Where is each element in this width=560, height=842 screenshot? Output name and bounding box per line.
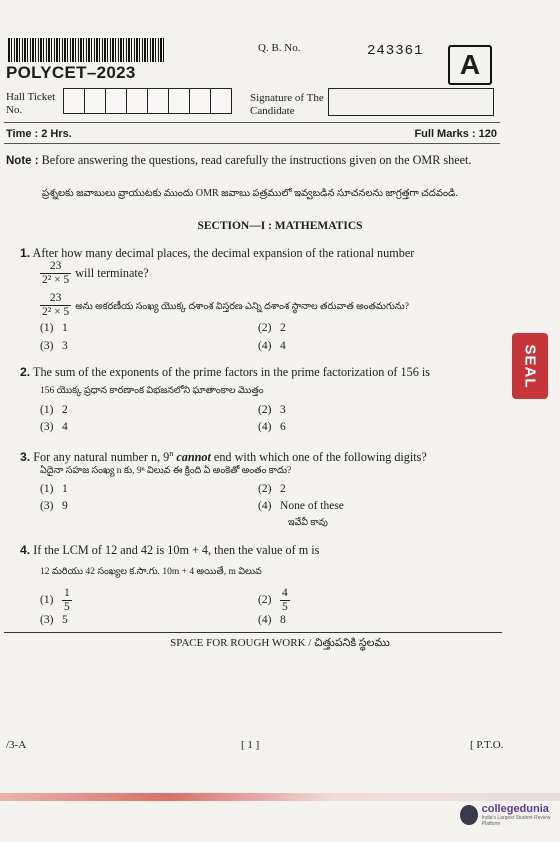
question-number: 4.: [20, 543, 31, 557]
option-2[interactable]: [258, 483, 286, 495]
footer-code: /3-A: [6, 739, 27, 751]
fraction-numerator: 4: [282, 587, 288, 599]
option-value: None of these: [280, 500, 344, 512]
option-2[interactable]: [258, 587, 290, 614]
option-label: (4): [258, 421, 272, 433]
option-value: 5: [62, 614, 68, 626]
signature-field[interactable]: [328, 88, 494, 116]
question-number: 1.: [20, 246, 31, 260]
divider: [4, 632, 502, 633]
option-value: 3: [62, 340, 68, 352]
page-number: [ 1 ]: [241, 739, 260, 751]
question-2: [20, 364, 502, 380]
set-code-box: A: [448, 45, 492, 85]
question-3: [20, 446, 502, 465]
hall-ticket-box[interactable]: [189, 88, 211, 114]
hall-ticket-box[interactable]: [105, 88, 127, 114]
fraction-numerator: 23: [40, 292, 71, 306]
note-text-telugu: ప్రశ్నలకు జవాబులు వ్రాయుటకు ముందు OMR జవాబు పత్రములో ఇవ్వబడిన సూచనలను జాగ్రత్తగా చదవండి.: [42, 188, 458, 199]
divider: [4, 122, 500, 123]
hall-ticket-box[interactable]: [210, 88, 232, 114]
section-title: SECTION—I : MATHEMATICS: [197, 220, 363, 232]
option-label: (3): [40, 614, 54, 626]
option-label: (3): [40, 421, 54, 433]
option-3[interactable]: [40, 340, 68, 352]
hall-ticket-label: Hall Ticket No.: [6, 91, 56, 116]
instruction-note: [6, 152, 500, 169]
exam-title: POLYCET–2023: [6, 63, 136, 82]
signature-label: Signature of The Candidate: [250, 92, 324, 117]
question-text-tail: will terminate?: [75, 266, 149, 281]
option-label: (2): [258, 404, 272, 416]
option-4[interactable]: [258, 500, 344, 512]
question-text-tail: end with which one of the following digits?: [213, 450, 427, 465]
option-1[interactable]: [40, 587, 72, 614]
option-value: 1: [62, 483, 68, 495]
logo-name: collegedunia: [481, 803, 549, 815]
option-value: 4: [62, 421, 68, 433]
fraction: [40, 292, 71, 319]
question-text-telugu: ఏదైనా సహజ సంఖ్య n కు, 9ⁿ విలువ ఈ క్రింది ఏ అంకెతో అంతం కాదు?: [40, 466, 292, 476]
logo-tagline: India's Largest Student Review Platform: [481, 815, 551, 827]
option-1[interactable]: [40, 322, 68, 334]
question-text: If the LCM of 12 and 42 is 10m + 4, then the value of m is: [33, 543, 320, 557]
fraction-numerator: 23: [40, 260, 71, 274]
logo-icon: [460, 805, 478, 825]
note-label: Note :: [6, 155, 39, 167]
option-3[interactable]: [40, 421, 68, 433]
option-label: (4): [258, 614, 272, 626]
fraction: [40, 260, 71, 287]
question-text-telugu: అను అకరణీయ సంఖ్య యొక్క దశాంశ విస్తరణ ఎన్ని దశాంశ స్థానాల తరువాత అంతమగును?: [75, 302, 409, 313]
question-4: [20, 542, 502, 558]
barcode: [8, 38, 166, 62]
option-4-telugu: ఇవేవీ కావు: [288, 518, 328, 528]
pto-label: [ P.T.O.: [470, 739, 504, 751]
time-allowed: Time : 2 Hrs.: [6, 128, 72, 140]
hall-ticket-field[interactable]: [64, 88, 232, 114]
option-value: 1: [62, 322, 68, 334]
hall-ticket-box[interactable]: [147, 88, 169, 114]
rough-work-caption: SPACE FOR ROUGH WORK / చిత్తుపనికి స్థలము: [170, 637, 390, 649]
option-fraction: [62, 587, 72, 614]
divider: [4, 143, 500, 144]
question-text: For any natural number n, 9: [33, 450, 170, 465]
note-text: Before answering the questions, read carefully the instructions given on the OMR sheet.: [41, 153, 472, 167]
question-number: 2.: [20, 365, 31, 379]
option-2[interactable]: [258, 404, 286, 416]
hall-ticket-box[interactable]: [168, 88, 190, 114]
option-label: (2): [258, 322, 272, 334]
fraction-denominator: 2² × 5: [42, 306, 70, 318]
option-value: 2: [280, 483, 286, 495]
option-3[interactable]: [40, 614, 68, 626]
fraction-denominator: 5: [282, 601, 288, 613]
fraction-denominator: 5: [64, 601, 70, 613]
option-1[interactable]: [40, 404, 68, 416]
hall-ticket-box[interactable]: [84, 88, 106, 114]
option-label: (2): [258, 483, 272, 495]
question-text-telugu: 12 మరియు 42 సంఖ్యల క.సా.గు. 10m + 4 అయితే, m విలువ: [40, 567, 262, 577]
option-label: (4): [258, 500, 272, 512]
option-4[interactable]: [258, 340, 286, 352]
fraction-denominator: 2² × 5: [42, 274, 70, 286]
fraction-numerator: 1: [64, 587, 70, 599]
option-label: (2): [258, 594, 272, 607]
option-value: 8: [280, 614, 286, 626]
question-text: After how many decimal places, the decimal expansion of the rational number: [32, 246, 415, 260]
option-label: (1): [40, 483, 54, 495]
option-value: 2: [280, 322, 286, 334]
option-value: 6: [280, 421, 286, 433]
hall-ticket-box[interactable]: [63, 88, 85, 114]
emphasis-text: cannot: [176, 450, 211, 465]
option-label: (1): [40, 404, 54, 416]
qb-number: 243361: [367, 43, 424, 59]
question-1-telugu-line: [40, 292, 409, 319]
option-value: 3: [280, 404, 286, 416]
option-3[interactable]: [40, 500, 68, 512]
option-label: (3): [40, 340, 54, 352]
option-fraction: [280, 587, 290, 614]
question-1-fraction-line: [40, 260, 149, 287]
question-text: The sum of the exponents of the prime factors in the prime factorization of 156 is: [33, 365, 430, 379]
option-label: (4): [258, 340, 272, 352]
question-text-telugu: 156 యొక్క ప్రధాన కారణాంక విభజనలోని ఘాతాంకాల మొత్తం: [40, 386, 264, 396]
question-1: [20, 245, 500, 261]
option-label: (1): [40, 594, 54, 607]
seal-label: SEAL: [521, 343, 539, 389]
option-4[interactable]: [258, 421, 286, 433]
page-edge-band: [0, 793, 560, 801]
exponent: n: [169, 449, 174, 458]
collegedunia-logo: [460, 803, 560, 827]
hall-ticket-box[interactable]: [126, 88, 148, 114]
option-value: 2: [62, 404, 68, 416]
option-value: 4: [280, 340, 286, 352]
option-4[interactable]: [258, 614, 286, 626]
option-label: (3): [40, 500, 54, 512]
question-number: 3.: [20, 450, 31, 465]
option-value: 9: [62, 500, 68, 512]
option-label: (1): [40, 322, 54, 334]
full-marks: Full Marks : 120: [414, 128, 497, 140]
option-1[interactable]: [40, 483, 68, 495]
qb-label: Q. B. No.: [258, 42, 301, 54]
option-2[interactable]: [258, 322, 286, 334]
seal-tab: [512, 333, 548, 399]
